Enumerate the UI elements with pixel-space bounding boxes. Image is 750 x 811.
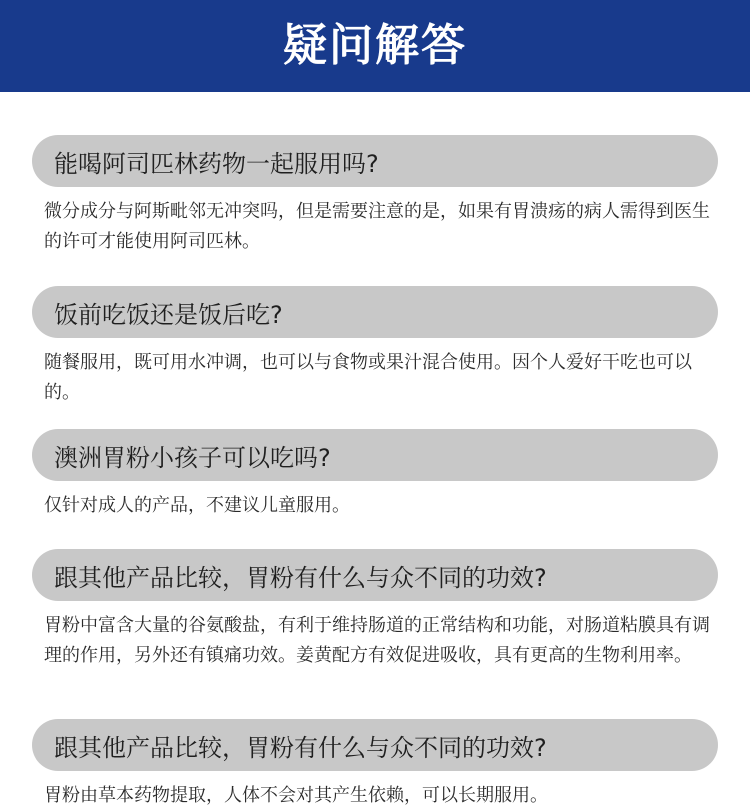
page-title: 疑问解答 xyxy=(283,20,467,71)
faq-item-1 xyxy=(32,135,718,257)
answer-text: 胃粉由草本药物提取，人体不会对其产生依赖，可以长期服用。 xyxy=(44,785,548,806)
faq-item-5 xyxy=(32,719,718,811)
faq-item-4 xyxy=(32,549,718,671)
answer-text: 仅针对成人的产品，不建议儿童服用。 xyxy=(44,495,350,516)
page-header xyxy=(0,0,750,92)
question-text: 跟其他产品比较，胃粉有什么与众不同的功效? xyxy=(54,733,547,762)
question-text: 饭前吃饭还是饭后吃? xyxy=(54,300,283,329)
answer-text: 随餐服用，既可用水冲调，也可以与食物或果汁混合使用。因个人爱好干吃也可以的。 xyxy=(44,352,692,403)
faq-item-2 xyxy=(32,286,718,408)
answer-text: 微分成分与阿斯毗邻无冲突吗，但是需要注意的是，如果有胃溃疡的病人需得到医生的许可才能使用阿司匹林。 xyxy=(44,201,710,252)
question-text: 澳洲胃粉小孩子可以吃吗? xyxy=(54,443,331,472)
question-text: 能喝阿司匹林药物一起服用吗? xyxy=(54,149,379,178)
question-pill xyxy=(32,549,718,601)
question-text: 跟其他产品比较，胃粉有什么与众不同的功效? xyxy=(54,563,547,592)
faq-item-3 xyxy=(32,429,718,521)
answer-text: 胃粉中富含大量的谷氨酸盐，有利于维持肠道的正常结构和功能，对肠道粘膜具有调理的作用，另外还有镇痛功效。姜黄配方有效促进吸收，具有更高的生物利用率。 xyxy=(44,615,710,666)
question-pill xyxy=(32,286,718,338)
question-pill xyxy=(32,135,718,187)
question-pill xyxy=(32,719,718,771)
question-pill xyxy=(32,429,718,481)
